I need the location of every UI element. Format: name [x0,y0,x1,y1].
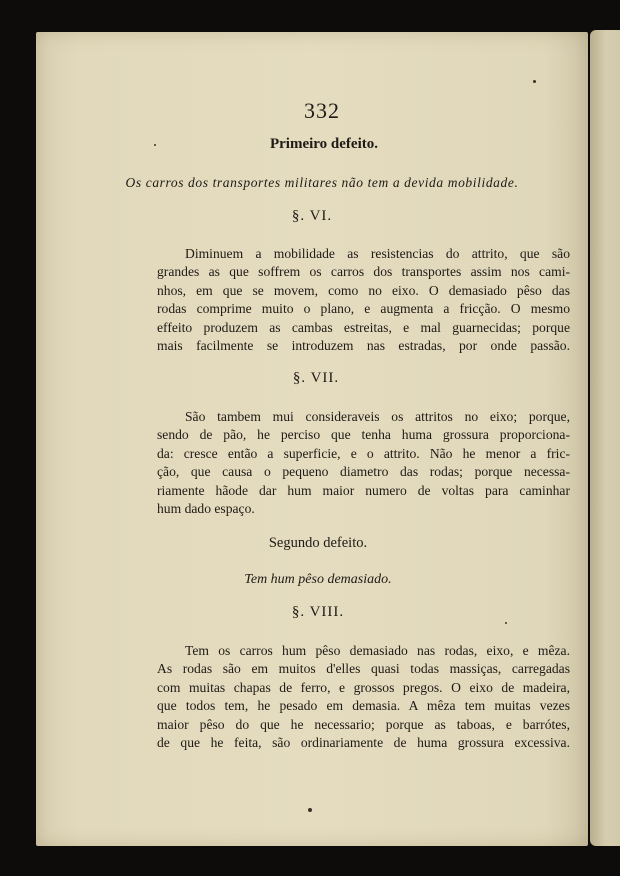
section-subtitle-mobilidade: Os carros dos transportes militares não tem a devida mobilidade. [125,175,519,190]
text-line: São tambem mui consideraveis os attritos no eixo; porque, [185,409,570,424]
section-subtitle-peso: Tem hum pêso demasiado. [244,572,392,587]
text-line: nhos, em que se movem, como no eixo. O demasiado pêso das [157,282,570,298]
text-line: que todos tem, he pesado em demasia. A mêza tem muitas vezes [157,698,570,714]
text-line: effeito produzem as cambas estreitas, e mal guarnecidas; porque [157,319,570,335]
paragraph-mark-viii: §. VIII. [291,604,345,620]
paper-speck [533,80,536,83]
paper-speck [308,808,312,812]
text-line: maior pêso do que he necessario; porque as taboas, e barrótes, [157,716,570,732]
paper-speck [154,144,156,146]
section-title-segundo-defeito: Segundo defeito. [268,535,368,551]
paper-speck [505,622,507,624]
text-line: da: cresce então a superficie, e o attrito. Não he menor a fric- [157,445,570,461]
paragraph-viii-body [157,642,570,752]
book-page [36,32,588,846]
text-line: com muitas chapas de ferro, e grossos pregos. O eixo de madeira, [157,679,570,695]
paragraph-mark-vii: §. VII. [292,370,340,386]
text-line: mais facilmente se introduzem nas estradas, por onde passão. [157,338,570,354]
section-title-primeiro-defeito: Primeiro defeito. [269,136,378,152]
paragraph-mark-vi: §. VI. [291,208,333,224]
text-line: grandes as que soffrem os carros dos transportes assim nos cami- [157,264,570,280]
paragraph-vi-body [157,245,570,355]
text-line: hum dado espaço. [157,501,255,517]
text-line: Diminuem a mobilidade as resistencias do attrito, que são [185,246,570,261]
text-line: rodas comprime muito o plano, e augmenta a fricção. O mesmo [157,301,570,317]
text-line: sendo de pão, he perciso que tenha huma grossura proporciona- [157,427,570,443]
text-line: de que he feita, são ordinariamente de huma grossura excessiva. [157,735,570,751]
paragraph-vii-body [157,408,570,518]
text-line: Tem os carros hum pêso demasiado nas rodas, eixo, e mêza. [185,643,570,658]
text-line: As rodas são em muitos d'elles quasi todas massiças, carregadas [157,661,570,677]
text-line: ção, que causa o pequeno diametro das rodas; porque necessa- [157,464,570,480]
page-number: 332 [304,98,340,123]
text-line: riamente hãode dar hum maior numero de voltas para caminhar [157,482,570,498]
